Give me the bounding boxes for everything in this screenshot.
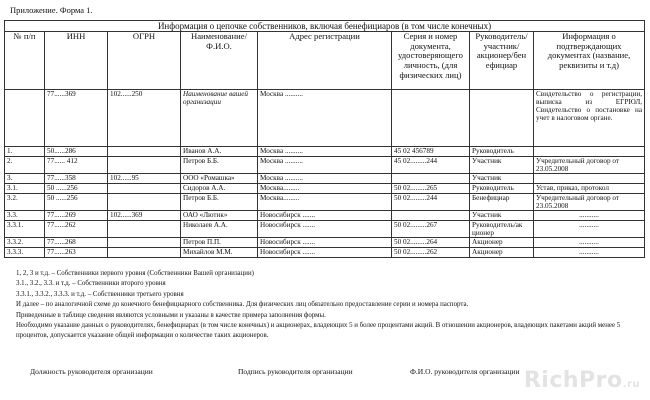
- cell-ogrn: [108, 248, 181, 258]
- cell-name: Наименование вашей организации: [181, 90, 258, 147]
- cell-inn: 77......269: [45, 211, 108, 221]
- cell-info: Свидетельство о регистрации, выписка из ЕГРЮЛ, Свидетельство о постановке на учет в налоговом органе.: [534, 90, 645, 147]
- cell-document: 50 02.........264: [392, 238, 470, 248]
- cell-ogrn: [108, 184, 181, 194]
- header-ogrn: ОГРН: [108, 32, 181, 90]
- table-row: [5, 238, 645, 248]
- cell-num: 3.1.: [5, 184, 45, 194]
- cell-role: [470, 90, 534, 147]
- cell-info: ...........: [534, 221, 645, 238]
- cell-name: Петров Б.Б.: [181, 194, 258, 211]
- cell-role: Участник: [470, 174, 534, 184]
- cell-document: 50 02.........262: [392, 248, 470, 258]
- cell-name: Петров П.П.: [181, 238, 258, 248]
- table-row: [5, 194, 645, 211]
- cell-num: [5, 90, 45, 147]
- header-address: Адрес регистрации: [258, 32, 392, 90]
- cell-role: Участник: [470, 157, 534, 174]
- cell-ogrn: [108, 157, 181, 174]
- richpro-watermark: [524, 368, 640, 393]
- cell-document: 50 02.........267: [392, 221, 470, 238]
- cell-info: Учредительный договор от 23.05.2008: [534, 194, 645, 211]
- header-document: Серия и номер документа, удостоверяющего личность, (для физических лиц): [392, 32, 470, 90]
- cell-role: Руководитель/ак ционер: [470, 221, 534, 238]
- cell-address: Новосибирск .......: [258, 221, 392, 238]
- table-title: Информация о цепочке собственников, включая бенефициаров (в том числе конечных): [5, 21, 645, 32]
- footnote-level-2: 3.1., 3.2., 3.3. и т.д. – Собственники второго уровня: [16, 280, 166, 288]
- cell-info: Учредительный договор от 23.05.2008: [534, 157, 645, 174]
- cell-ogrn: [108, 221, 181, 238]
- cell-num: 3.2.: [5, 194, 45, 211]
- watermark-brand: RichPro: [523, 368, 623, 393]
- cell-info: Устав, приказ, протокол: [534, 184, 645, 194]
- cell-name: Петров Б.Б.: [181, 157, 258, 174]
- footnote-level-1: 1, 2, 3 и т.д. – Собственники первого уровня (Собственники Вашей организации): [16, 270, 254, 277]
- header-role: Руководитель/ участник/ акционер/бен ефициар: [470, 32, 534, 90]
- cell-inn: 77...... 412: [45, 157, 108, 174]
- cell-num: 2.: [5, 157, 45, 174]
- cell-address: Москва ..........: [258, 157, 392, 174]
- cell-inn: 50 ......256: [45, 194, 108, 211]
- table-row: [5, 174, 645, 184]
- cell-info: ...........: [534, 238, 645, 248]
- cell-document: [392, 174, 470, 184]
- cell-inn: 77......262: [45, 221, 108, 238]
- cell-role: Акционер: [470, 238, 534, 248]
- cell-ogrn: [108, 238, 181, 248]
- table-row: [5, 90, 645, 147]
- cell-info: [534, 174, 645, 184]
- cell-info: ...........: [534, 248, 645, 258]
- table-row: [5, 147, 645, 157]
- cell-inn: 77......369: [45, 90, 108, 147]
- cell-ogrn: 102......369: [108, 211, 181, 221]
- signature-sign-label: Подпись руководителя организации: [238, 367, 353, 376]
- cell-ogrn: 102......250: [108, 90, 181, 147]
- cell-document: [392, 211, 470, 221]
- cell-num: 3.3.2.: [5, 238, 45, 248]
- cell-address: Москва.........: [258, 194, 392, 211]
- table-row: [5, 184, 645, 194]
- footer-notes: [16, 269, 636, 342]
- cell-num: 3.3.1.: [5, 221, 45, 238]
- cell-address: Москва ..........: [258, 147, 392, 157]
- cell-document: 50 02.........265: [392, 184, 470, 194]
- cell-name: Иванов А.А.: [181, 147, 258, 157]
- cell-ogrn: [108, 194, 181, 211]
- cell-role: Руководитель: [470, 184, 534, 194]
- header-inn: ИНН: [45, 32, 108, 90]
- cell-role: Руководитель: [470, 147, 534, 157]
- cell-inn: 77......268: [45, 238, 108, 248]
- cell-num: 3.: [5, 174, 45, 184]
- header-row: [5, 32, 645, 90]
- cell-name: Сидоров А.А.: [181, 184, 258, 194]
- table-row: [5, 248, 645, 258]
- table-row: [5, 211, 645, 221]
- signature-position-label: Должность руководителя организации: [30, 367, 153, 376]
- footnote-chain: И далее – по аналогичной схеме до конечного бенефициарного собственника. Для физических лиц обязательно предоставление серии и номера паспорта.: [16, 301, 469, 309]
- table-row: [5, 157, 645, 174]
- watermark-tld: .ru: [622, 379, 640, 390]
- cell-document: 45 02 456789: [392, 147, 470, 157]
- cell-inn: 77......358: [45, 174, 108, 184]
- footnote-example: Приведенные в таблице сведения являются условными и указаны в качестве примера заполнения формы.: [16, 311, 326, 319]
- cell-address: Москва ..........: [258, 90, 392, 147]
- cell-document: [392, 90, 470, 147]
- cell-name: Михайлов М.М.: [181, 248, 258, 258]
- cell-ogrn: 102......95: [108, 174, 181, 184]
- cell-document: 50 02.........244: [392, 194, 470, 211]
- cell-inn: 50 ......256: [45, 184, 108, 194]
- footnote-level-3: 3.3.1., 3.3.2., 3.3.3. и т.д. – Собственники третьего уровня: [16, 290, 184, 298]
- table-row: [5, 221, 645, 238]
- cell-address: Новосибирск .......: [258, 211, 392, 221]
- cell-document: 45 02.........244: [392, 157, 470, 174]
- cell-address: Новосибирск .......: [258, 248, 392, 258]
- cell-address: Москва.........: [258, 184, 392, 194]
- cell-address: Новосибирск .......: [258, 238, 392, 248]
- header-name: Наименование/ Ф.И.О.: [181, 32, 258, 90]
- signature-name-label: Ф.И.О. руководителя организации: [410, 367, 520, 376]
- ownership-table: [4, 20, 645, 258]
- cell-name: ОАО «Лютик»: [181, 211, 258, 221]
- footnote-shareholders: Необходимо указание данных о руководителях, бенефициарах (в том числе конечных) и акционерах, владеющих 5 и более процентами акций. В отношении акционеров, владеющих пакетами акций менее 5 процентов, допускается указание общей информации о количестве таких акционеров.: [16, 322, 621, 340]
- cell-ogrn: [108, 147, 181, 157]
- cell-role: Бенефициар: [470, 194, 534, 211]
- cell-inn: 50......286: [45, 147, 108, 157]
- cell-role: Участник: [470, 211, 534, 221]
- appendix-note: Приложение. Форма 1.: [10, 5, 93, 15]
- cell-num: 1.: [5, 147, 45, 157]
- header-num: № п/п: [5, 32, 45, 90]
- cell-info: ...........: [534, 211, 645, 221]
- cell-num: 3.3.: [5, 211, 45, 221]
- cell-inn: 77......263: [45, 248, 108, 258]
- cell-role: Акционер: [470, 248, 534, 258]
- header-info: Информация о подтверждающих документах (название, реквизиты и т.д): [534, 32, 645, 90]
- cell-name: ООО «Ромашка»: [181, 174, 258, 184]
- cell-name: Николаев А.А.: [181, 221, 258, 238]
- cell-num: 3.3.3.: [5, 248, 45, 258]
- cell-info: [534, 147, 645, 157]
- cell-address: Москва ..........: [258, 174, 392, 184]
